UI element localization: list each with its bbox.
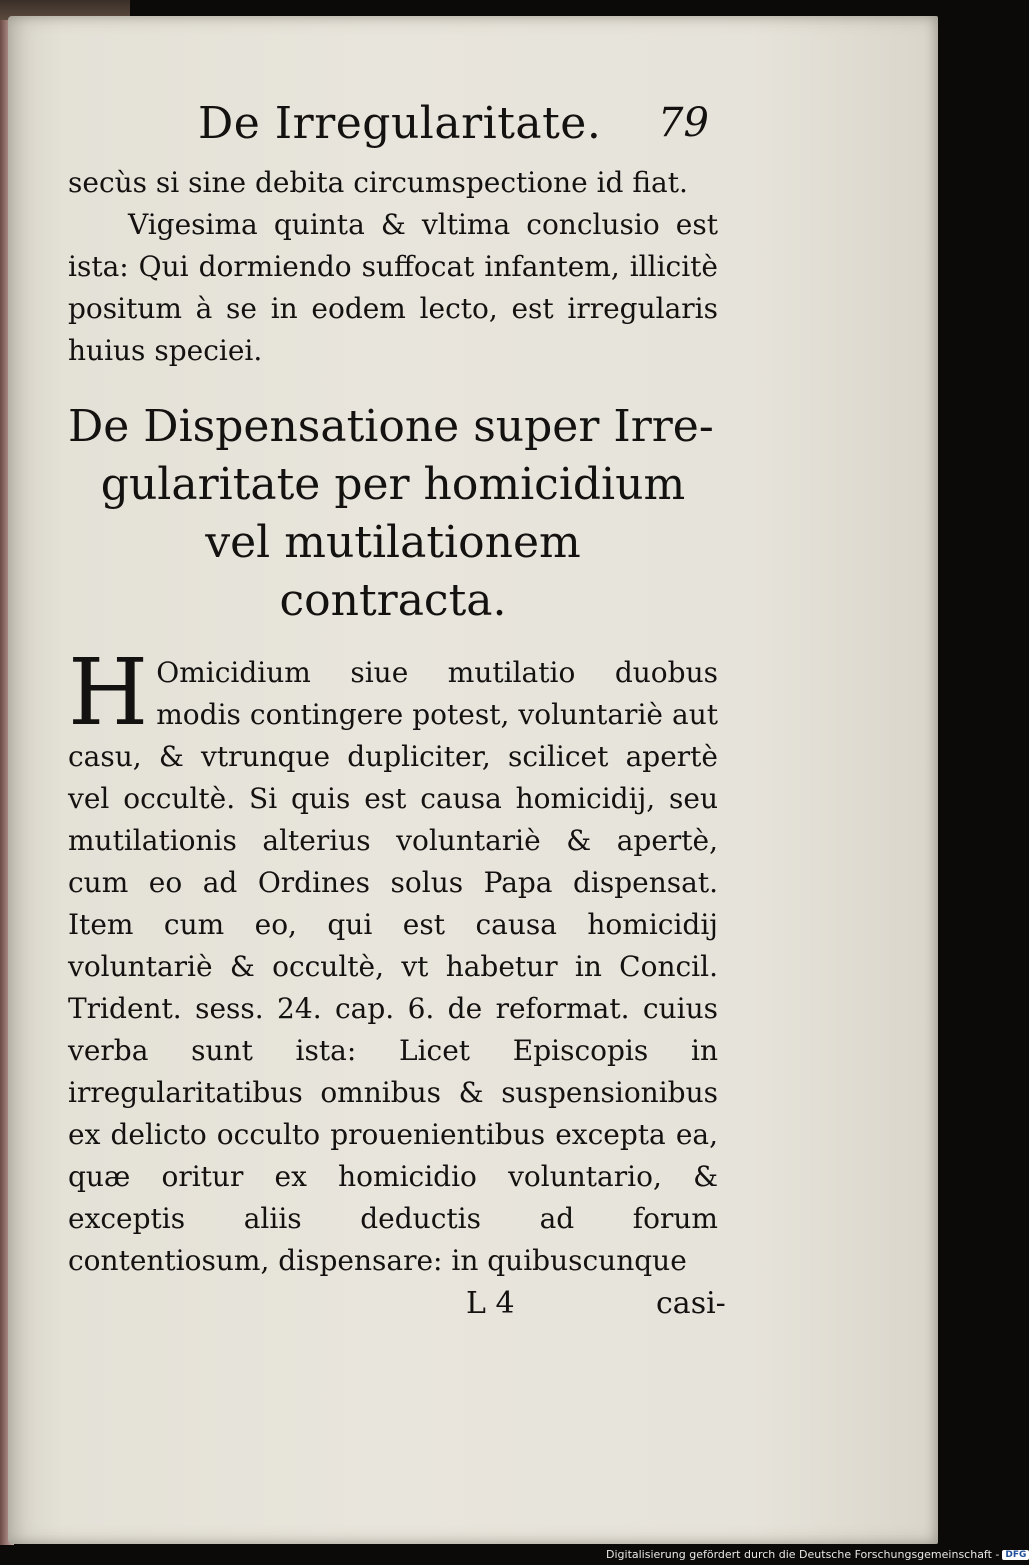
credit-text: Digitalisierung gefördert durch die Deutsche Forschungsgemeinschaft - [606,1548,1000,1561]
section-heading [68,398,718,630]
conclusion-paragraph: Vigesima quinta & vltima conclusio est ista: Qui dormiendo suffocat infantem, illicitè positum à se in eodem lecto, est irregularis huius speciei. [68,208,718,367]
page-number: 79 [658,100,709,146]
section-heading-line: vel mutilationem [205,517,581,568]
section-heading-line: De Dispensatione super Irre- [68,401,714,452]
opening-line: secùs si sine debita circumspectione id fiat. [68,166,688,199]
section-heading-line: gularitate per homicidium [100,459,686,510]
running-head-title: De Irregularitate. [198,98,602,149]
page-text-block [68,90,726,1328]
section-heading-line: contracta. [279,575,507,626]
digitization-credit [606,1548,1029,1561]
signature-mark: L 4 [466,1286,515,1321]
running-head [68,90,718,162]
body-text: Omicidium siue mutilatio duobus modis contingere potest, voluntariè aut casu, & vtrunque dupliciter, scilicet apertè vel occultè. Si quis est causa homicidij, seu mutilationis alterius voluntariè & apertè, cum eo ad Ordines solus Papa dispensat. Item cum eo, qui est causa homicidij voluntariè & occultè, vt habetur in Concil. Trident. sess. 24. cap. 6. de reformat. cuius verba sunt ista: Licet Episcopis in irregularitatibus omnibus & suspensionibus ex delicto occulto prouenientibus excepta ea, quæ oritur ex homicidio voluntario, & exceptis aliis deductis ad forum contentiosum, dispensare: in quibuscunque [68,656,718,1277]
catchword: casi- [656,1286,726,1321]
drop-cap: H [68,639,149,746]
dfg-logo-icon: DFG [1002,1550,1029,1560]
page-footer [68,1282,726,1328]
body-paragraph [68,639,718,1282]
